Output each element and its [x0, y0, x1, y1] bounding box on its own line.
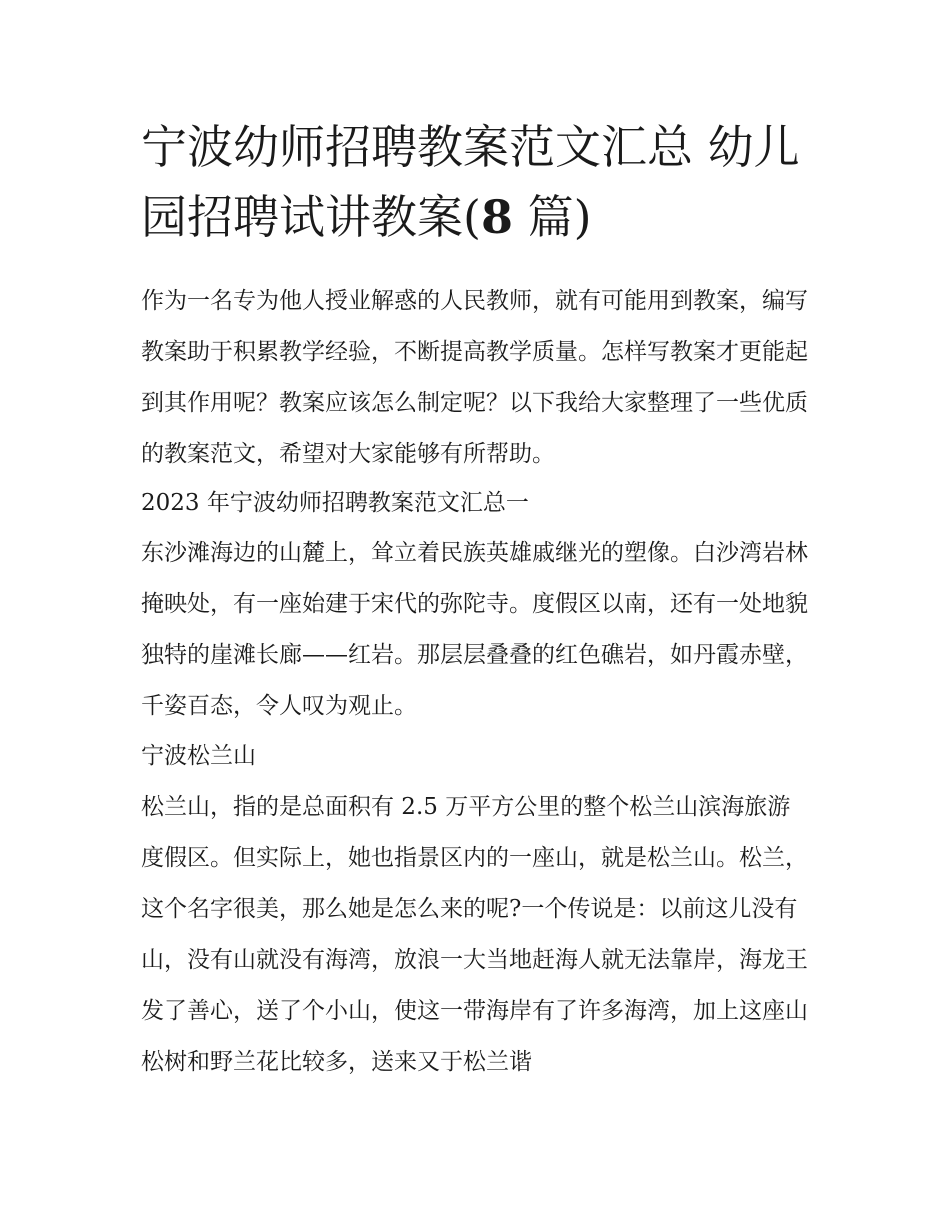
intro-paragraph: 作为一名专为他人授业解惑的人民教师，就有可能用到教案，编写教案助于积累教学经验，不断提高教学质量。怎样写教案才更能起到其作用呢？教案应该怎么制定呢？以下我给大家整理了一些优质的教案范文，希望对大家能够有所帮助。: [141, 288, 808, 467]
document-title: [141, 112, 813, 252]
title-number: 8: [480, 190, 513, 244]
section-heading: 2023 年宁波幼师招聘教案范文汇总一: [141, 490, 529, 516]
title-text-part1: 宁波幼师招聘教案范文汇总 幼儿园招聘试讲教案(: [141, 120, 800, 244]
body-paragraph-2: 松兰山，指的是总面积有 2.5 万平方公里的整个松兰山滨海旅游度假区。但实际上，她也指景区内的一座山，就是松兰山。松兰，这个名字很美，那么她是怎么来的呢?一个传说是：以前这儿没有山，没有山就没有海湾，放浪一大当地赶海人就无法靠岸，海龙王发了善心，送了个小山，使这一带海岸有了许多海湾，加上这座山松树和野兰花比较多，送来又于松兰谐: [141, 794, 808, 1075]
title-text-part2: 篇): [512, 190, 592, 244]
subheading-songlan: 宁波松兰山: [141, 743, 256, 769]
body-paragraph-1: 东沙滩海边的山麓上，耸立着民族英雄戚继光的塑像。白沙湾岩林掩映处，有一座始建于宋代的弥陀寺。度假区以南，还有一处地貌独特的崖滩长廊——红岩。那层层叠叠的红色礁岩，如丹霞赤壁，千姿百态，令人叹为观止。: [141, 540, 808, 719]
